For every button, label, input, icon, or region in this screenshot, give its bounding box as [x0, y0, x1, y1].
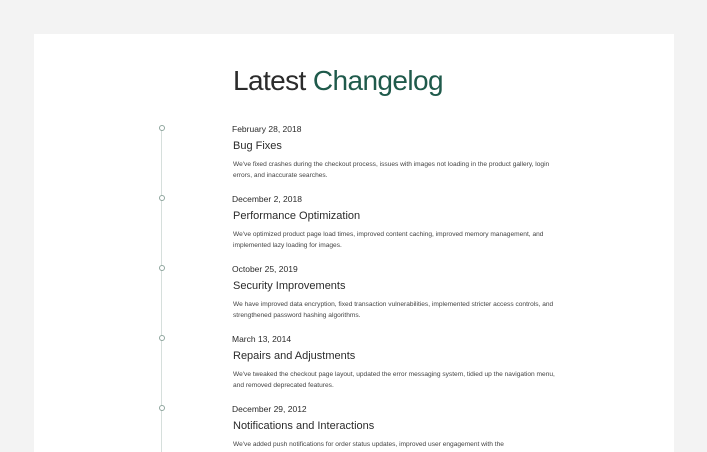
page-title [233, 64, 443, 98]
entry-heading: Repairs and Adjustments [233, 350, 356, 362]
timeline-dot-icon [159, 335, 165, 341]
page-title-latest: Latest [233, 65, 306, 96]
entry-heading: Bug Fixes [233, 140, 282, 152]
timeline-dot-icon [159, 265, 165, 271]
entry-description: We've optimized product page load times, improved content caching, improved memory management, and implemented lazy loading for images. [233, 231, 544, 249]
entry-date: December 29, 2012 [232, 404, 307, 414]
entry-heading: Performance Optimization [233, 210, 361, 222]
timeline-dot-icon [159, 125, 165, 131]
entry-date: December 2, 2018 [232, 194, 302, 204]
entry-description: We have improved data encryption, fixed transaction vulnerabilities, implemented stricter access controls, and strengthened password hashing algorithms. [233, 301, 554, 319]
entry-heading: Notifications and Interactions [233, 420, 375, 432]
entry-date: October 25, 2019 [232, 264, 298, 274]
entry-heading: Security Improvements [233, 280, 346, 292]
timeline-line [161, 128, 162, 452]
entry-description: We've added push notifications for order status updates, improved user engagement with the [233, 441, 504, 448]
changelog-card [34, 34, 674, 452]
entry-date: February 28, 2018 [232, 124, 302, 134]
entry-date: March 13, 2014 [232, 334, 292, 344]
timeline-dot-icon [159, 195, 165, 201]
page-title-changelog: Changelog [312, 65, 443, 96]
entry-description: We've tweaked the checkout page layout, updated the error messaging system, tidied up the navigation menu, and removed deprecated features. [233, 371, 555, 389]
entry-description: We've fixed crashes during the checkout process, issues with images not loading in the product gallery, login errors, and inaccurate searches. [233, 161, 550, 179]
timeline-dot-icon [159, 405, 165, 411]
